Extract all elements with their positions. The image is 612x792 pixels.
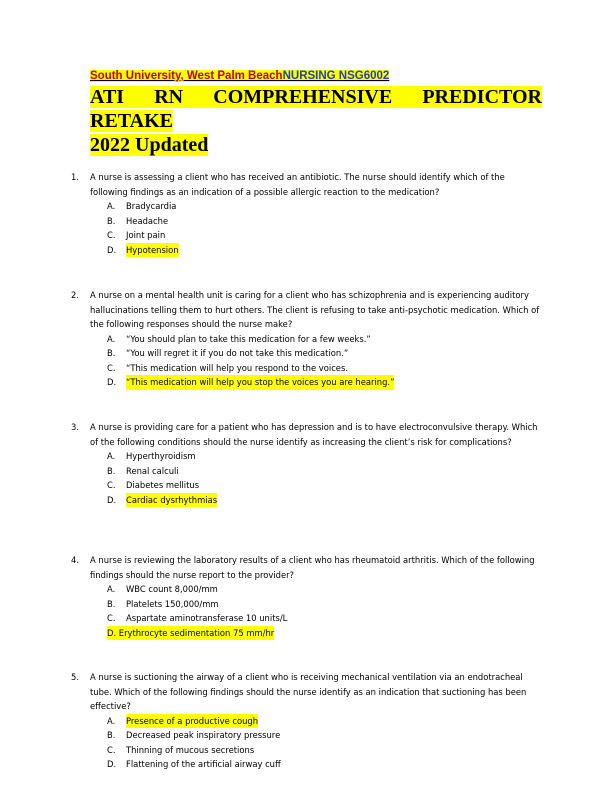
option-a-answer: A. Presence of a productive cough [107,714,541,729]
question-stem: A nurse is reviewing the laboratory results of a client who has rheumatoid arthritis. Which of the following findings should the nurse report to the provider? [90,555,535,580]
question-stem: A nurse is assessing a client who has received an antibiotic. The nurse should identify which of the following findings as an indication of a possible allergic reaction to the medication? [90,172,505,197]
title-line-1: ATI RN COMPREHENSIVE PREDICTOR RETAKE [90,86,542,132]
university-name: South University, West Palm Beach [90,70,283,82]
option-c: C. Diabetes mellitus [107,480,200,490]
option-d-answer: D. Cardiac dysrhythmias [107,493,541,508]
option-d-answer: D. Erythrocyte sedimentation 75 mm/hr [107,626,541,641]
course-code: NURSING NSG6002 [282,70,390,82]
course-line [90,69,542,83]
question-stem: A nurse on a mental health unit is caring for a client who has schizophrenia and is experiencing auditory hallucinations telling them to hurt others. The client is refusing to take anti-psychotic medication. Which of the following responses should the nurse make? [90,290,540,329]
question-number: 3. [71,422,79,432]
option-c: C. Thinning of mucous secretions [107,744,255,755]
question-1 [71,170,541,257]
option-d-answer: D. Hypotension [107,243,541,258]
option-d-answer: D. “This medication will help you stop the voices you are hearing.” [107,375,541,390]
option-d: D. Flattening of the artificial airway cuff [107,759,281,769]
option-b: B. “You will regret it if you do not take this medication.” [107,348,349,358]
option-a: A. “You should plan to take this medication for a few weeks.” [107,333,371,344]
option-a: A. Bradycardia [107,201,177,211]
option-b: B. Platelets 150,000/mm [107,598,219,609]
document-title [90,85,542,157]
option-c: C. “This medication will help you respond to the voices. [107,362,348,373]
option-c: C. Aspartate aminotransferase 10 units/L [107,613,288,623]
question-number: 2. [71,290,79,300]
question-4 [71,553,541,640]
option-b: B. Headache [107,215,169,226]
question-2 [71,288,541,390]
option-b: B. Renal calculi [107,465,179,476]
question-number: 5. [71,672,79,682]
question-stem: A nurse is suctioning the airway of a client who is receiving mechanical ventilation via an endotracheal tube. Which of the following findings should the nurse identify as an indication that suctioning has been effective? [90,672,527,711]
option-a: A. Hyperthyroidism [107,451,196,461]
question-number: 1. [71,172,79,182]
question-3 [71,420,541,507]
document-header [90,69,542,157]
option-c: C. Joint pain [107,230,166,240]
option-b: B. Decreased peak inspiratory pressure [107,730,281,740]
question-5 [71,670,541,772]
question-number: 4. [71,555,79,565]
title-line-2: 2022 Updated [90,134,209,156]
option-a: A. WBC count 8,000/mm [107,584,218,594]
question-stem: A nurse is providing care for a patient who has depression and is to have electroconvulsive therapy. Which of the following conditions should the nurse identify as increasing the client’s risk for complications? [90,422,538,447]
